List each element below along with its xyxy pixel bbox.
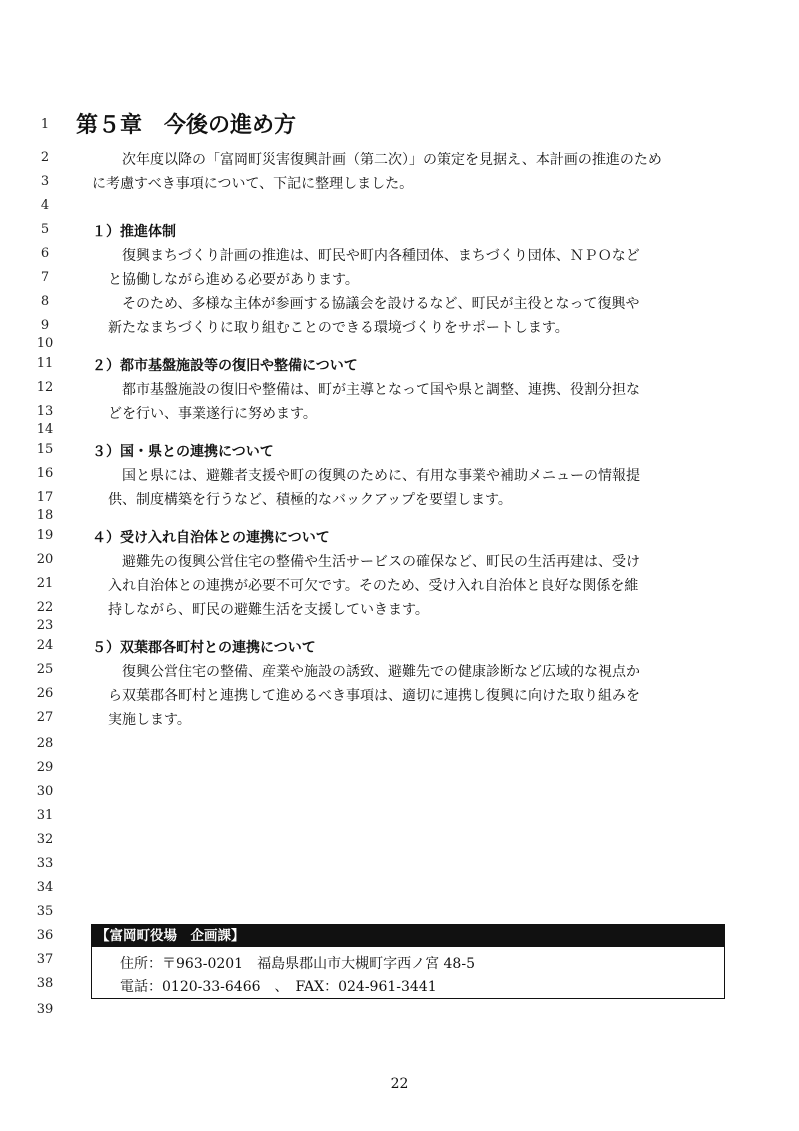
line-number: 14 [36,422,54,437]
body-line: 復興公営住宅の整備、産業や施設の誘致、避難先での健康診断など広域的な視点か [122,664,640,680]
line-number: 29 [36,760,54,775]
line-number: 32 [36,832,54,847]
line-number: 7 [40,270,50,285]
line-number: 9 [40,318,50,333]
line-number: 28 [36,736,54,751]
line-number: 23 [36,618,54,633]
intro-line: 次年度以降の「富岡町災害復興計画（第二次）」の策定を見据え、本計画の推進のため [122,152,662,168]
line-number: 16 [36,466,54,481]
line-number: 1 [40,117,50,132]
contact-box [91,924,725,999]
body-line: どを行い、事業遂行に努めます。 [108,406,317,422]
body-line: 避難先の復興公営住宅の整備や生活サービスの確保など、町民の生活再建は、受け [122,554,640,570]
line-number: 13 [36,404,54,419]
line-number: 27 [36,710,54,725]
line-number: 3 [40,174,50,189]
body-line: 入れ自治体との連携が必要不可欠です。そのため、受け入れ自治体と良好な関係を維 [108,578,639,594]
line-number: 10 [36,336,54,351]
line-number: 36 [36,928,54,943]
line-number: 24 [36,638,54,653]
page-number: 22 [390,1076,409,1092]
line-number: 5 [40,222,50,237]
line-number: 8 [40,294,50,309]
line-number: 25 [36,662,54,677]
line-number: 35 [36,904,54,919]
line-number: 26 [36,686,54,701]
body-line: ら双葉郡各町村と連携して進めるべき事項は、適切に連携し復興に向けた取り組みを [108,688,640,704]
section-heading: ３）国・県との連携について [92,444,274,460]
line-number: 17 [36,490,54,505]
line-number: 39 [36,1002,54,1017]
body-line: 復興まちづくり計画の推進は、町民や町内各種団体、まちづくり団体、ＮＰＯなど [122,248,640,264]
line-number: 18 [36,508,54,523]
contact-phone: 電話：0120-33-6466 、 FAX：024-961-3441 [120,979,437,995]
body-line: 新たなまちづくりに取り組むことのできる環境づくりをサポートします。 [108,320,569,336]
line-number: 19 [36,528,54,543]
line-number: 22 [36,600,54,615]
contact-address: 住所：〒963-0201 福島県郡山市大槻町字西ノ宮 48-5 [120,956,475,972]
line-number: 20 [36,552,54,567]
line-number: 12 [36,380,54,395]
line-number: 34 [36,880,54,895]
line-number: 2 [40,150,50,165]
section-heading: ４）受け入れ自治体との連携について [92,530,330,546]
line-number: 11 [36,356,54,371]
line-number: 6 [40,246,50,261]
line-number: 31 [36,808,54,823]
line-number: 21 [36,576,54,591]
section-heading: ２）都市基盤施設等の復旧や整備について [92,358,358,374]
body-line: 実施します。 [108,712,191,728]
line-number: 37 [36,952,54,967]
body-line: そのため、多様な主体が参画する協議会を設けるなど、町民が主役となって復興や [122,296,640,312]
contact-header: 【富岡町役場 企画課】 [92,925,724,947]
line-number: 33 [36,856,54,871]
line-number: 38 [36,976,54,991]
line-number: 15 [36,442,54,457]
body-line: 都市基盤施設の復旧や整備は、町が主導となって国や県と調整、連携、役割分担な [122,382,640,398]
body-line: 供、制度構築を行うなど、積極的なバックアップを要望します。 [108,492,512,508]
intro-line: に考慮すべき事項について、下記に整理しました。 [92,176,414,192]
body-line: と協働しながら進める必要があります。 [108,272,359,288]
body-line: 国と県には、避難者支援や町の復興のために、有用な事業や補助メニューの情報提 [122,468,640,484]
chapter-title: 第５章 今後の進め方 [76,113,297,138]
section-heading: １）推進体制 [92,224,176,240]
section-heading: ５）双葉郡各町村との連携について [92,640,316,656]
line-number: 4 [40,198,50,213]
line-number: 30 [36,784,54,799]
body-line: 持しながら、町民の避難生活を支援していきます。 [108,602,429,618]
